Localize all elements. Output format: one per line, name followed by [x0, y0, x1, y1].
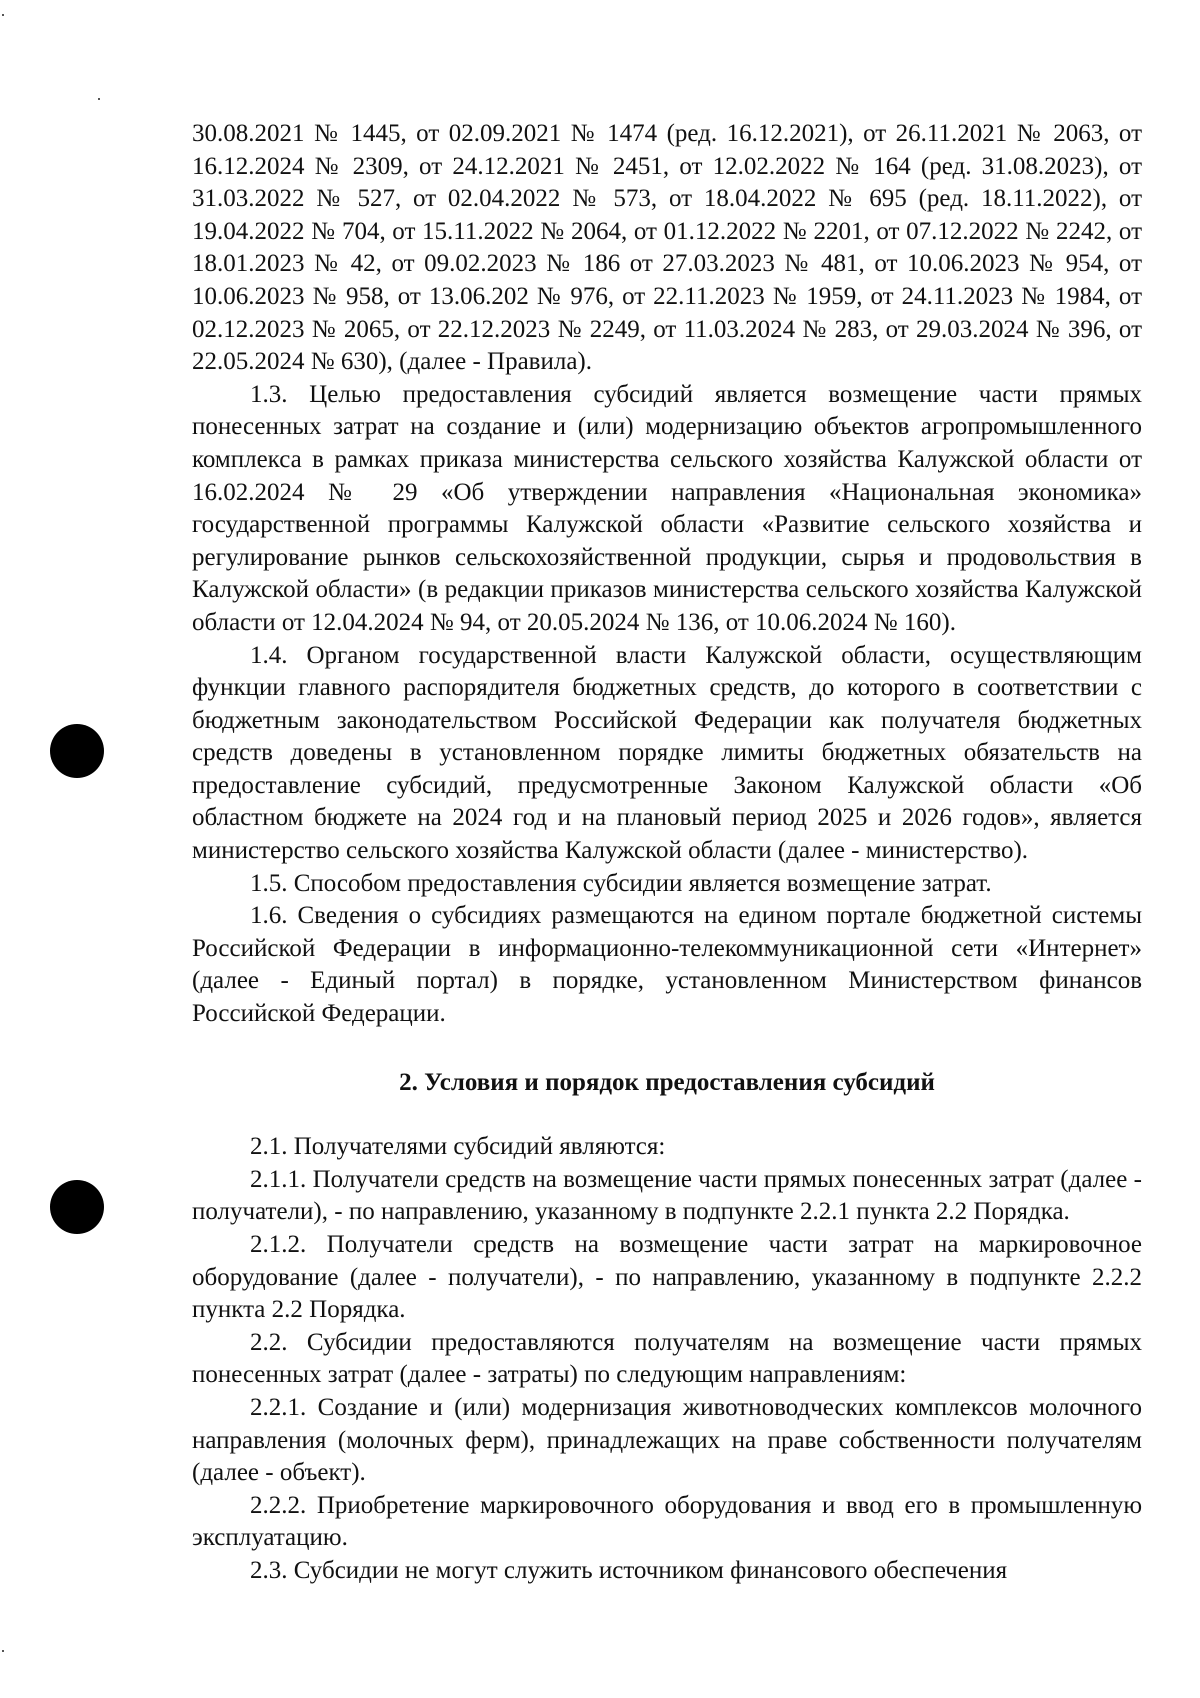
- scan-speck: [98, 98, 100, 100]
- paragraph-1-6: 1.6. Сведения о субсидиях размещаются на едином портале бюджетной системы Российской Федерации в информационно-телекоммуникационной сети «Интернет» (далее - Единый портал) в порядке, установленном Министерством финансов Российской Федерации.: [192, 902, 1142, 1028]
- paragraph-2-1-1: 2.1.1. Получатели средств на возмещение части прямых понесенных затрат (далее - получатели), - по направлению, указанному в подпункте 2.2.1 пункта 2.2 Порядка.: [192, 1165, 1142, 1226]
- document-body: [192, 118, 1142, 1588]
- paragraph-2-2-2: 2.2.2. Приобретение маркировочного оборудования и ввод его в промышленную эксплуатацию.: [192, 1491, 1142, 1552]
- scan-speck: [2, 1650, 4, 1652]
- scan-speck: [2, 14, 4, 16]
- paragraph-2-2-1: 2.2.1. Создание и (или) модернизация животноводческих комплексов молочного направления (молочных ферм), принадлежащих на праве собственности получателям (далее - объект).: [192, 1393, 1142, 1487]
- paragraph-2-3: 2.3. Субсидии не могут служить источником финансового обеспечения: [250, 1556, 1008, 1584]
- punch-hole: [50, 724, 104, 778]
- paragraph-1-3: 1.3. Целью предоставления субсидий является возмещение части прямых понесенных затрат на создание и (или) модернизацию объектов агропромышленного комплекса в рамках приказа министерства сельского хозяйства Калужской области от 16.02.2024 № 29 «Об утверждении направления «Национальная экономика» государственной программы Калужской области «Развитие сельского хозяйства и регулирование рынков сельскохозяйственной продукции, сырья и продовольствия в Калужской области» (в редакции приказов министерства сельского хозяйства Калужской области от 12.04.2024 № 94, от 20.05.2024 № 136, от 10.06.2024 № 160).: [192, 380, 1142, 636]
- paragraph-2-2: 2.2. Субсидии предоставляются получателям на возмещение части прямых понесенных затрат (далее - затраты) по следующим направлениям:: [192, 1328, 1142, 1389]
- punch-hole: [50, 1180, 104, 1234]
- paragraph-1-5: 1.5. Способом предоставления субсидии является возмещение затрат.: [250, 869, 992, 897]
- paragraph-1-4: 1.4. Органом государственной власти Калужской области, осуществляющим функции главного распорядителя бюджетных средств, до которого в соответствии с бюджетным законодательством Российской Федерации как получателя бюджетных средств доведены в установленном порядке лимиты бюджетных обязательств на предоставление субсидий, предусмотренные Законом Калужской области «Об областном бюджете на 2024 год и на плановый период 2025 и 2026 годов», является министерство сельского хозяйства Калужской области (далее - министерство).: [192, 641, 1142, 865]
- paragraph-2-1: 2.1. Получателями субсидий являются:: [250, 1133, 666, 1161]
- paragraph-2-1-2: 2.1.2. Получатели средств на возмещение части затрат на маркировочное оборудование (далее - получатели), - по направлению, указанному в подпункте 2.2.2 пункта 2.2 Порядка.: [192, 1231, 1142, 1324]
- paragraph-rules-references: 30.08.2021 № 1445, от 02.09.2021 № 1474 (ред. 16.12.2021), от 26.11.2021 № 2063, от 16.12.2024 № 2309, от 24.12.2021 № 2451, от 12.02.2022 № 164 (ред. 31.08.2023), от 31.03.2022 № 527, от 02.04.2022 № 573, от 18.04.2022 № 695 (ред. 18.11.2022), от 19.04.2022 № 704, от 15.11.2022 № 2064, от 01.12.2022 № 2201, от 07.12.2022 № 2242, от 18.01.2023 № 42, от 09.02.2023 № 186 от 27.03.2023 № 481, от 10.06.2023 № 954, от 10.06.2023 № 958, от 13.06.202 № 976, от 22.11.2023 № 1959, от 24.11.2023 № 1984, от 02.12.2023 № 2065, от 22.12.2023 № 2249, от 11.03.2024 № 283, от 29.03.2024 № 396, от 22.05.2024 № 630), (далее - Правила).: [192, 120, 1142, 376]
- section-heading: 2. Условия и порядок предоставления субсидий: [399, 1068, 935, 1096]
